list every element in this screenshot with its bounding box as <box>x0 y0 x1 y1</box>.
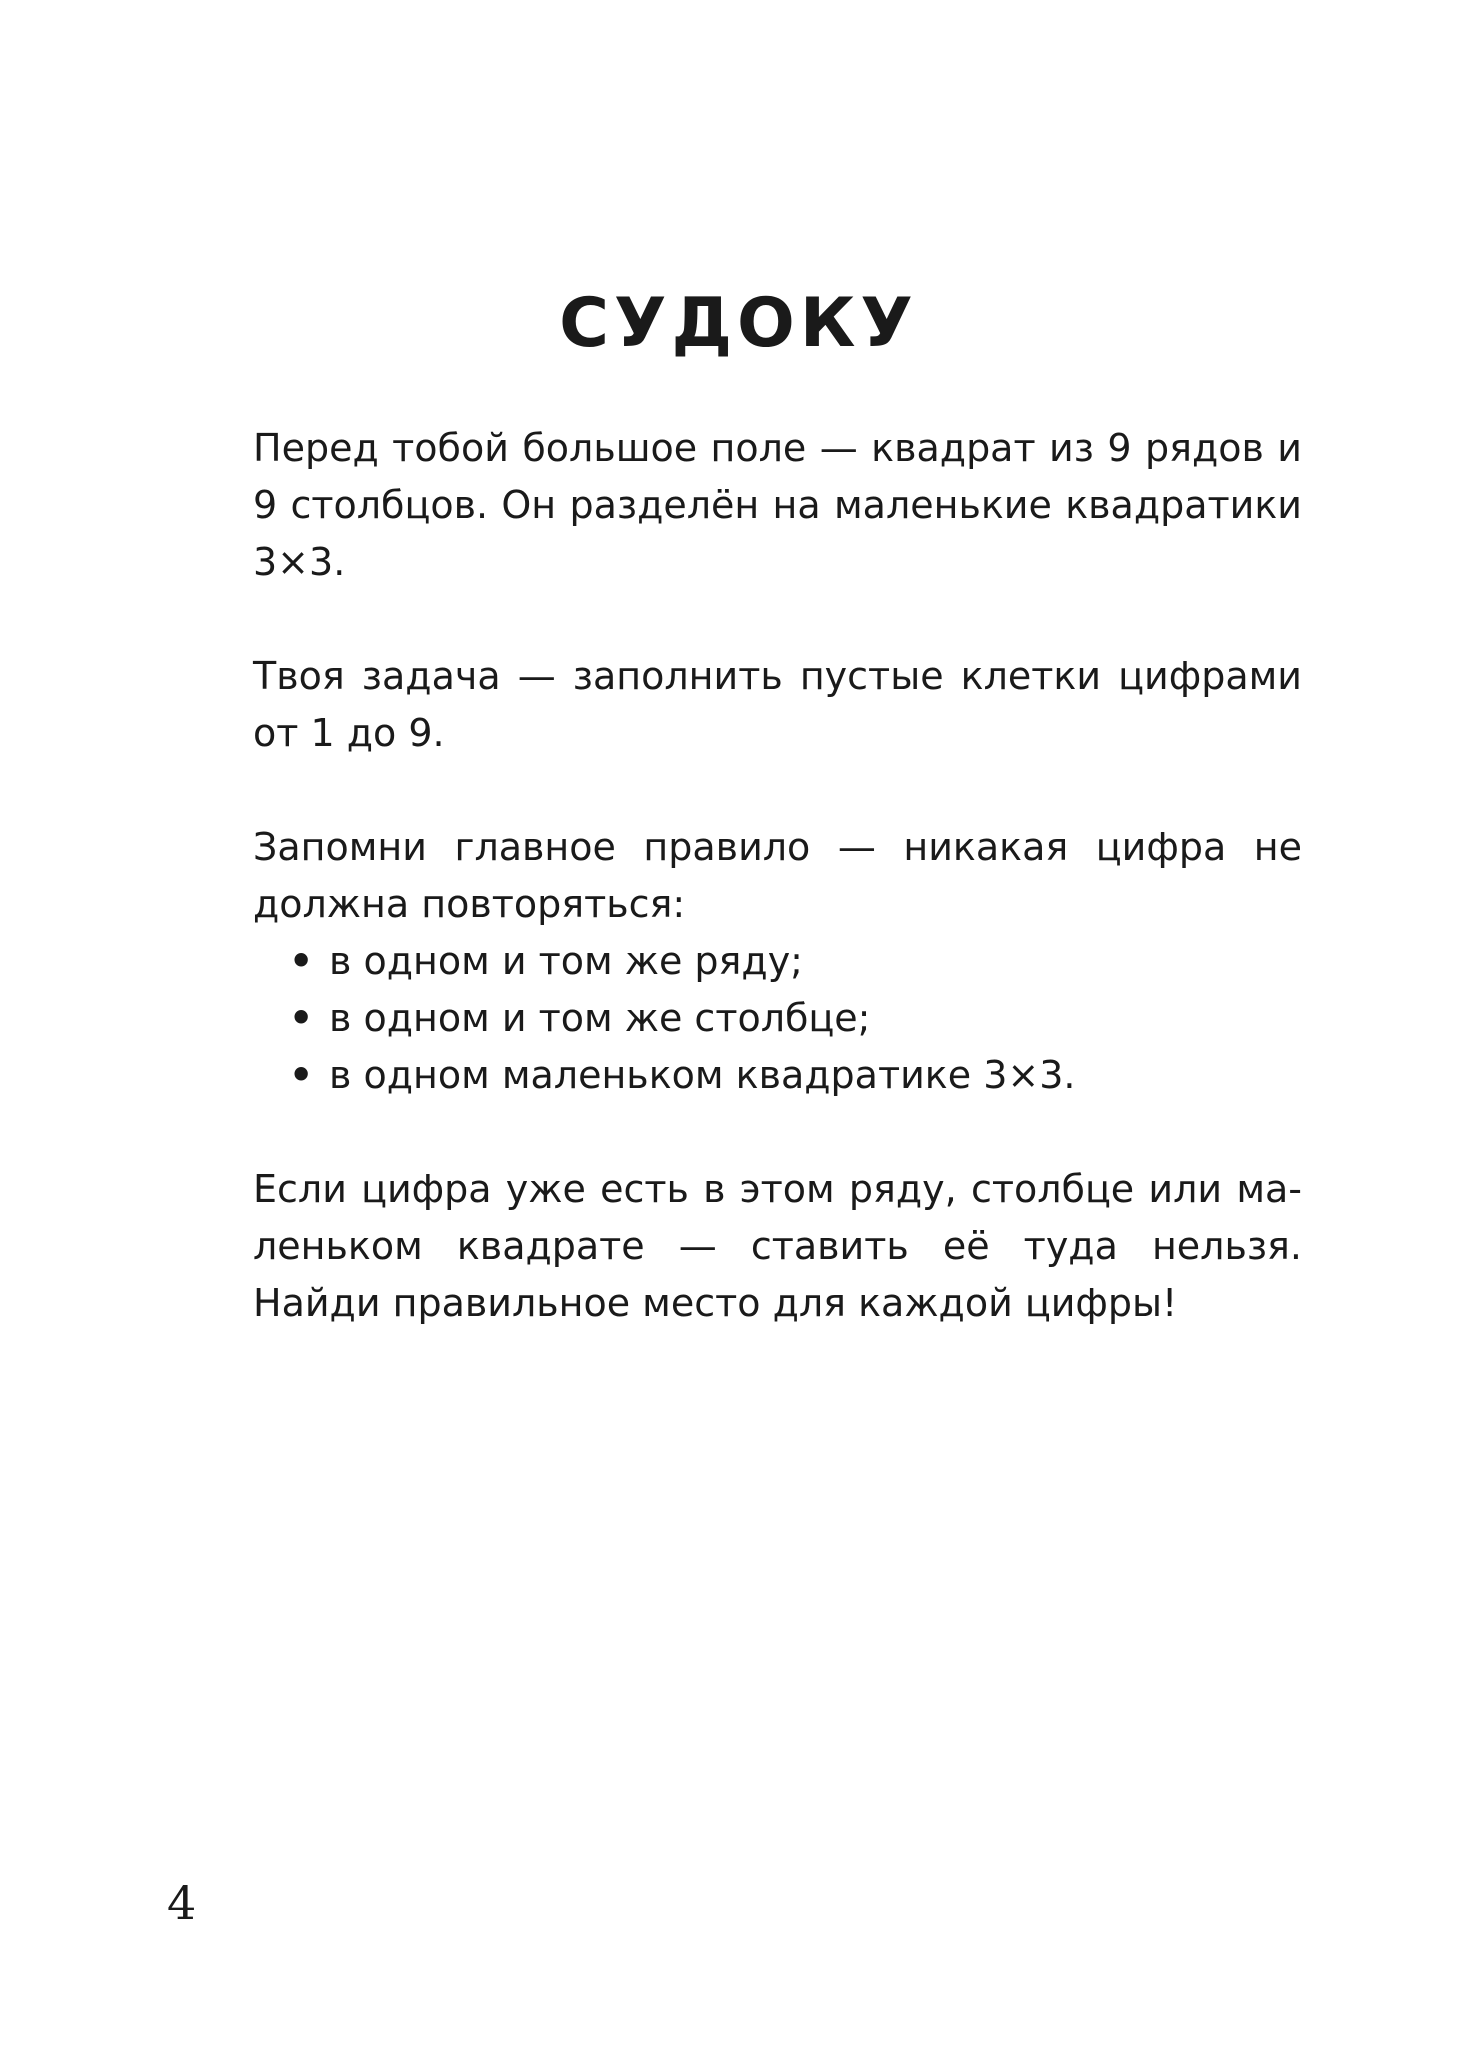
list-item <box>289 990 1302 1047</box>
list-item-text: в одном маленьком квадратике 3×3. <box>329 1053 1076 1097</box>
instructions-body <box>253 420 1302 1332</box>
list-item-text: в одном и том же столбце; <box>329 996 871 1040</box>
list-item <box>289 1047 1302 1104</box>
rule-list <box>253 933 1302 1104</box>
bullet-icon: • <box>289 939 314 983</box>
paragraph-spacer <box>253 1104 1302 1161</box>
page-title: СУДОКУ <box>559 284 918 363</box>
paragraph-spacer <box>253 762 1302 819</box>
intro-paragraph: Перед тобой большое поле — квадрат из 9 рядов и 9 столбцов. Он разделён на маленькие квадратики 3×3. <box>253 426 1302 584</box>
list-item-text: в одном и том же ряду; <box>329 939 803 983</box>
bullet-icon: • <box>289 996 314 1040</box>
paragraph-spacer <box>253 591 1302 648</box>
list-item <box>289 933 1302 990</box>
rule-paragraph: Запомни главное правило — никакая цифра не должна повторяться: <box>253 825 1302 926</box>
conclusion-paragraph: Если цифра уже есть в этом ряду, столбце или маленьком квадрате — ставить её туда нельзя. Найди правильное место для каждой цифры! <box>253 1167 1302 1325</box>
bullet-icon: • <box>289 1053 314 1097</box>
task-paragraph: Твоя задача — заполнить пустые клетки цифрами от 1 до 9. <box>253 654 1302 755</box>
page-number: 4 <box>167 1876 197 1930</box>
